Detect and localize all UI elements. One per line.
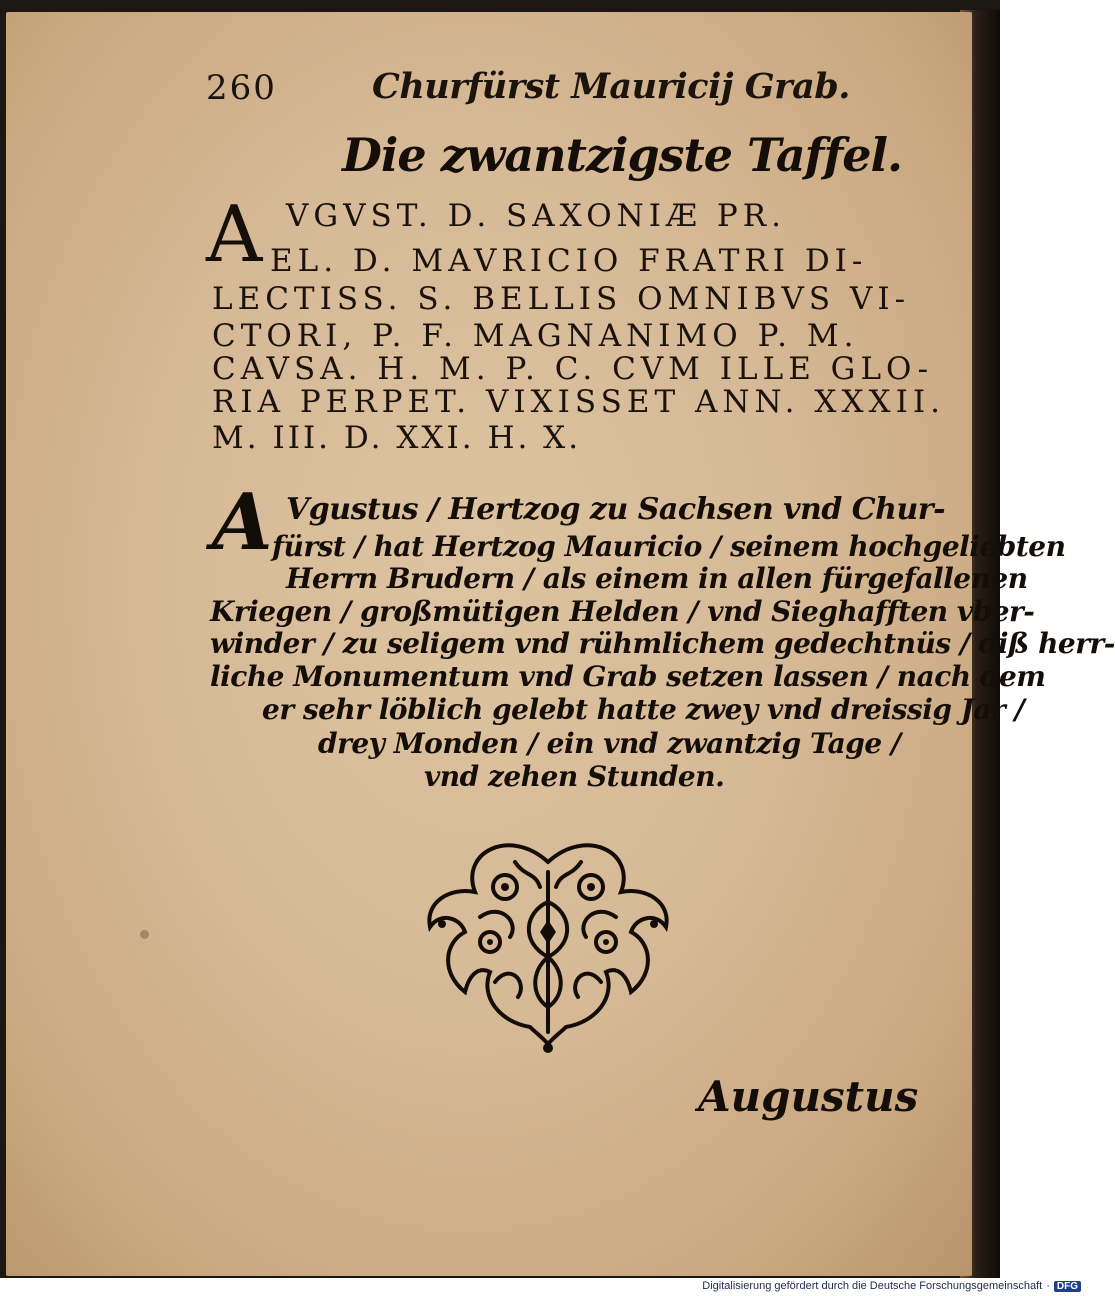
digitization-credit: Digitalisierung gefördert durch die Deutsche Forschungsgemeinschaft · DFG (702, 1280, 1081, 1292)
german-line: drey Monden / ein vnd zwantzig Tage / (318, 727, 901, 760)
latin-line: EL. D. MAVRICIO FRATRI DI- (270, 243, 868, 279)
latin-line: CTORI, P. F. MAGNANIMO P. M. (212, 318, 859, 354)
latin-line: RIA PERPET. VIXISSET ANN. XXXII. (212, 384, 945, 420)
latin-line: M. III. D. XXI. H. X. (212, 420, 582, 456)
plate-title: Die zwantzigste Taffel. (342, 128, 903, 182)
latin-line: VGVST. D. SAXONIÆ PR. (286, 198, 786, 234)
page-number: 260 (206, 68, 277, 108)
running-head: Churfürst Mauricij Grab. (372, 66, 850, 107)
dfg-logo-icon: DFG (1054, 1281, 1081, 1292)
latin-line: CAVSA. H. M. P. C. CVM ILLE GLO- (212, 351, 934, 387)
german-line: Kriegen / großmütigen Helden / vnd Sieghafften vber- (210, 595, 1035, 628)
german-line: vnd zehen Stunden. (424, 760, 725, 793)
german-line: Vgustus / Hertzog zu Sachsen vnd Chur- (286, 492, 946, 527)
german-line: winder / zu seligem vnd rühmlichem gedechtnüs / diß herr- (210, 627, 1115, 660)
credit-text: Digitalisierung gefördert durch die Deutsche Forschungsgemeinschaft (702, 1280, 1043, 1292)
german-line: Herrn Brudern / als einem in allen fürgefallenen (286, 562, 1028, 595)
german-initial: A (212, 477, 273, 568)
paper-stain (140, 930, 149, 939)
latin-initial: A (206, 190, 263, 280)
catchword: Augustus (698, 1072, 919, 1121)
latin-line: LECTISS. S. BELLIS OMNIBVS VI- (212, 281, 911, 317)
german-line: er sehr löblich gelebt hatte zwey vnd dreissig Jar / (262, 693, 1025, 726)
german-line: fürst / hat Hertzog Mauricio / seinem hochgeliebten (272, 530, 1066, 563)
german-line: liche Monumentum vnd Grab setzen lassen / nach dem (210, 660, 1046, 693)
ornament-vignette-icon (420, 832, 676, 1054)
